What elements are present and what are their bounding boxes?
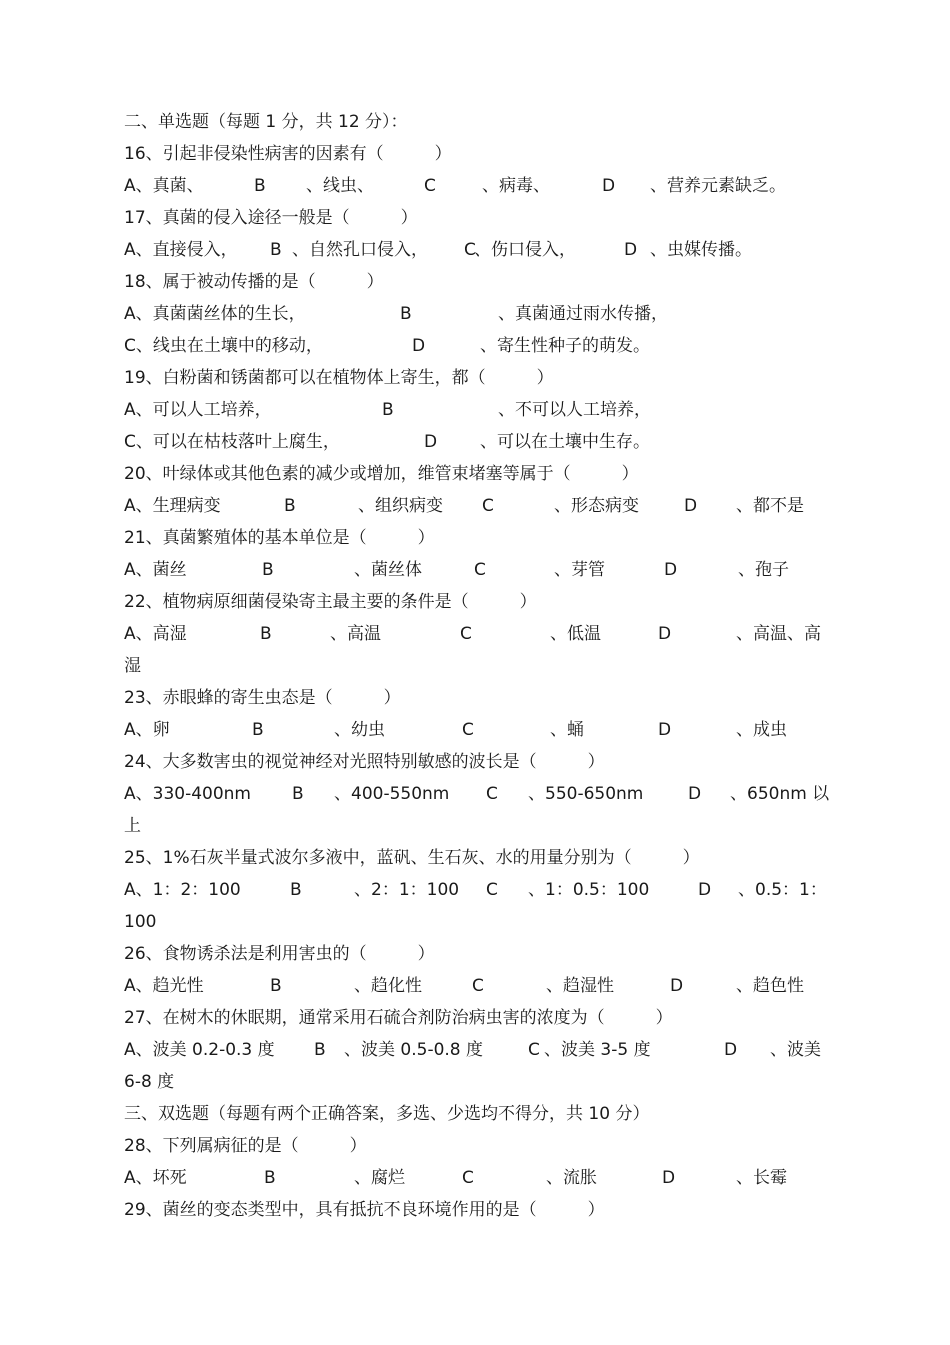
option-text: 、芽管 [554, 560, 605, 580]
option-text: 、650nm 以 [730, 784, 830, 804]
option-text: A、真菌、 [124, 176, 204, 196]
option-text: 、趋化性 [354, 976, 422, 996]
option-text: C、可以在枯枝落叶上腐生， [124, 432, 340, 452]
text-line: 25、1%石灰半量式波尔多液中，蓝矾、生石灰、水的用量分别为（ ） [124, 848, 700, 868]
option-text: 、400-550nm [334, 784, 450, 804]
option-text: A、直接侵入， [124, 240, 238, 260]
option-text: A、波美 0.2-0.3 度 [124, 1040, 275, 1060]
option-text: 、高温、高 [736, 624, 821, 644]
option-text: D [724, 1040, 738, 1060]
option-text: 、线虫、 [306, 176, 374, 196]
option-text: B [382, 400, 394, 420]
option-text: C [528, 1040, 540, 1060]
option-text: D [602, 176, 616, 196]
text-line: 22、植物病原细菌侵染寄主最主要的条件是（ ） [124, 592, 537, 612]
option-text: 、真菌通过雨水传播， [498, 304, 668, 324]
option-text: 、腐烂 [354, 1168, 405, 1188]
option-text: C、线虫在土壤中的移动， [124, 336, 323, 356]
option-text: B [264, 1168, 276, 1188]
option-text: D [424, 432, 438, 452]
option-text: 、虫媒传播。 [650, 240, 752, 260]
option-text: B [314, 1040, 326, 1060]
option-text: 、波美 [770, 1040, 821, 1060]
option-text: B [400, 304, 412, 324]
text-line: 18、属于被动传播的是（ ） [124, 272, 384, 292]
text-line: 三、双选题（每题有两个正确答案，多选、少选均不得分，共 10 分） [124, 1104, 650, 1124]
text-line: 二、单选题（每题 1 分，共 12 分）： [124, 112, 408, 132]
option-text: 、波美 3-5 度 [544, 1040, 651, 1060]
option-text: 、组织病变 [358, 496, 443, 516]
option-text: 、寄生性种子的萌发。 [480, 336, 650, 356]
option-text: D [658, 720, 672, 740]
option-text: C [462, 720, 474, 740]
option-text: A、330-400nm [124, 784, 251, 804]
option-text: 、幼虫 [334, 720, 385, 740]
option-text: D [412, 336, 426, 356]
option-text: D [698, 880, 712, 900]
option-text: B [290, 880, 302, 900]
option-text: A、1：2：100 [124, 880, 241, 900]
option-text: D [664, 560, 678, 580]
option-text: C [472, 976, 484, 996]
option-text: 、波美 0.5-0.8 度 [344, 1040, 484, 1060]
option-text: C [462, 1168, 474, 1188]
option-text: D [662, 1168, 676, 1188]
option-text: B [254, 176, 266, 196]
option-text: 、高温 [330, 624, 381, 644]
option-text: 、伤口侵入， [474, 240, 576, 260]
option-text: A、坏死 [124, 1168, 187, 1188]
option-text: 、长霉 [736, 1168, 787, 1188]
text-line: 19、白粉菌和锈菌都可以在植物体上寄生，都（ ） [124, 368, 554, 388]
option-text: C [482, 496, 494, 516]
option-text: 、趋色性 [736, 976, 804, 996]
option-text: A、菌丝 [124, 560, 187, 580]
option-text: A、可以人工培养， [124, 400, 272, 420]
option-text: B [252, 720, 264, 740]
option-text: 、0.5：1： [738, 880, 827, 900]
option-text: 、孢子 [738, 560, 789, 580]
option-text: D [688, 784, 702, 804]
option-text: C [486, 784, 498, 804]
option-text: A、生理病变 [124, 496, 221, 516]
text-line: 湿 [124, 656, 141, 676]
option-text: 、都不是 [736, 496, 804, 516]
option-text: 、趋湿性 [546, 976, 614, 996]
option-text: 、550-650nm [528, 784, 644, 804]
option-text: 、可以在土壤中生存。 [480, 432, 650, 452]
option-text: 、营养元素缺乏。 [650, 176, 786, 196]
text-line: 28、下列属病征的是（ ） [124, 1136, 367, 1156]
text-line: 6-8 度 [124, 1072, 175, 1092]
option-text: 、1：0.5：100 [528, 880, 650, 900]
text-line: 17、真菌的侵入途径一般是（ ） [124, 208, 418, 228]
option-text: A、高湿 [124, 624, 187, 644]
option-text: C [486, 880, 498, 900]
option-text: D [624, 240, 638, 260]
option-text: 、形态病变 [554, 496, 639, 516]
option-text: B [270, 240, 282, 260]
text-line: 21、真菌繁殖体的基本单位是（ ） [124, 528, 435, 548]
text-line: 上 [124, 816, 141, 836]
text-line: 23、赤眼蜂的寄生虫态是（ ） [124, 688, 401, 708]
option-text: 、2：1：100 [354, 880, 460, 900]
option-text: B [262, 560, 274, 580]
option-text: 、成虫 [736, 720, 787, 740]
text-line: 20、叶绿体或其他色素的减少或增加，维管束堵塞等属于（ ） [124, 464, 639, 484]
text-line: 100 [124, 912, 157, 932]
text-line: 27、在树木的休眠期，通常采用石硫合剂防治病虫害的浓度为（ ） [124, 1008, 673, 1028]
option-text: B [292, 784, 304, 804]
option-text: 、病毒、 [482, 176, 550, 196]
option-text: B [270, 976, 282, 996]
option-text: D [658, 624, 672, 644]
option-text: C [424, 176, 436, 196]
text-line: 29、菌丝的变态类型中，具有抵抗不良环境作用的是（ ） [124, 1200, 605, 1220]
option-text: 、不可以人工培养， [498, 400, 651, 420]
option-text: A、真菌菌丝体的生长， [124, 304, 306, 324]
option-text: A、趋光性 [124, 976, 204, 996]
text-line: 24、大多数害虫的视觉神经对光照特别敏感的波长是（ ） [124, 752, 605, 772]
option-text: A、卵 [124, 720, 170, 740]
option-text: D [670, 976, 684, 996]
option-text: B [284, 496, 296, 516]
option-text: 、低温 [550, 624, 601, 644]
option-text: D [684, 496, 698, 516]
text-line: 16、引起非侵染性病害的因素有（ ） [124, 144, 452, 164]
option-text: 、流胀 [546, 1168, 597, 1188]
option-text: C [464, 240, 476, 260]
option-text: 、蛹 [550, 720, 584, 740]
option-text: C [474, 560, 486, 580]
option-text: C [460, 624, 472, 644]
option-text: B [260, 624, 272, 644]
option-text: 、菌丝体 [354, 560, 422, 580]
option-text: 、自然孔口侵入， [292, 240, 428, 260]
text-line: 26、食物诱杀法是利用害虫的（ ） [124, 944, 435, 964]
